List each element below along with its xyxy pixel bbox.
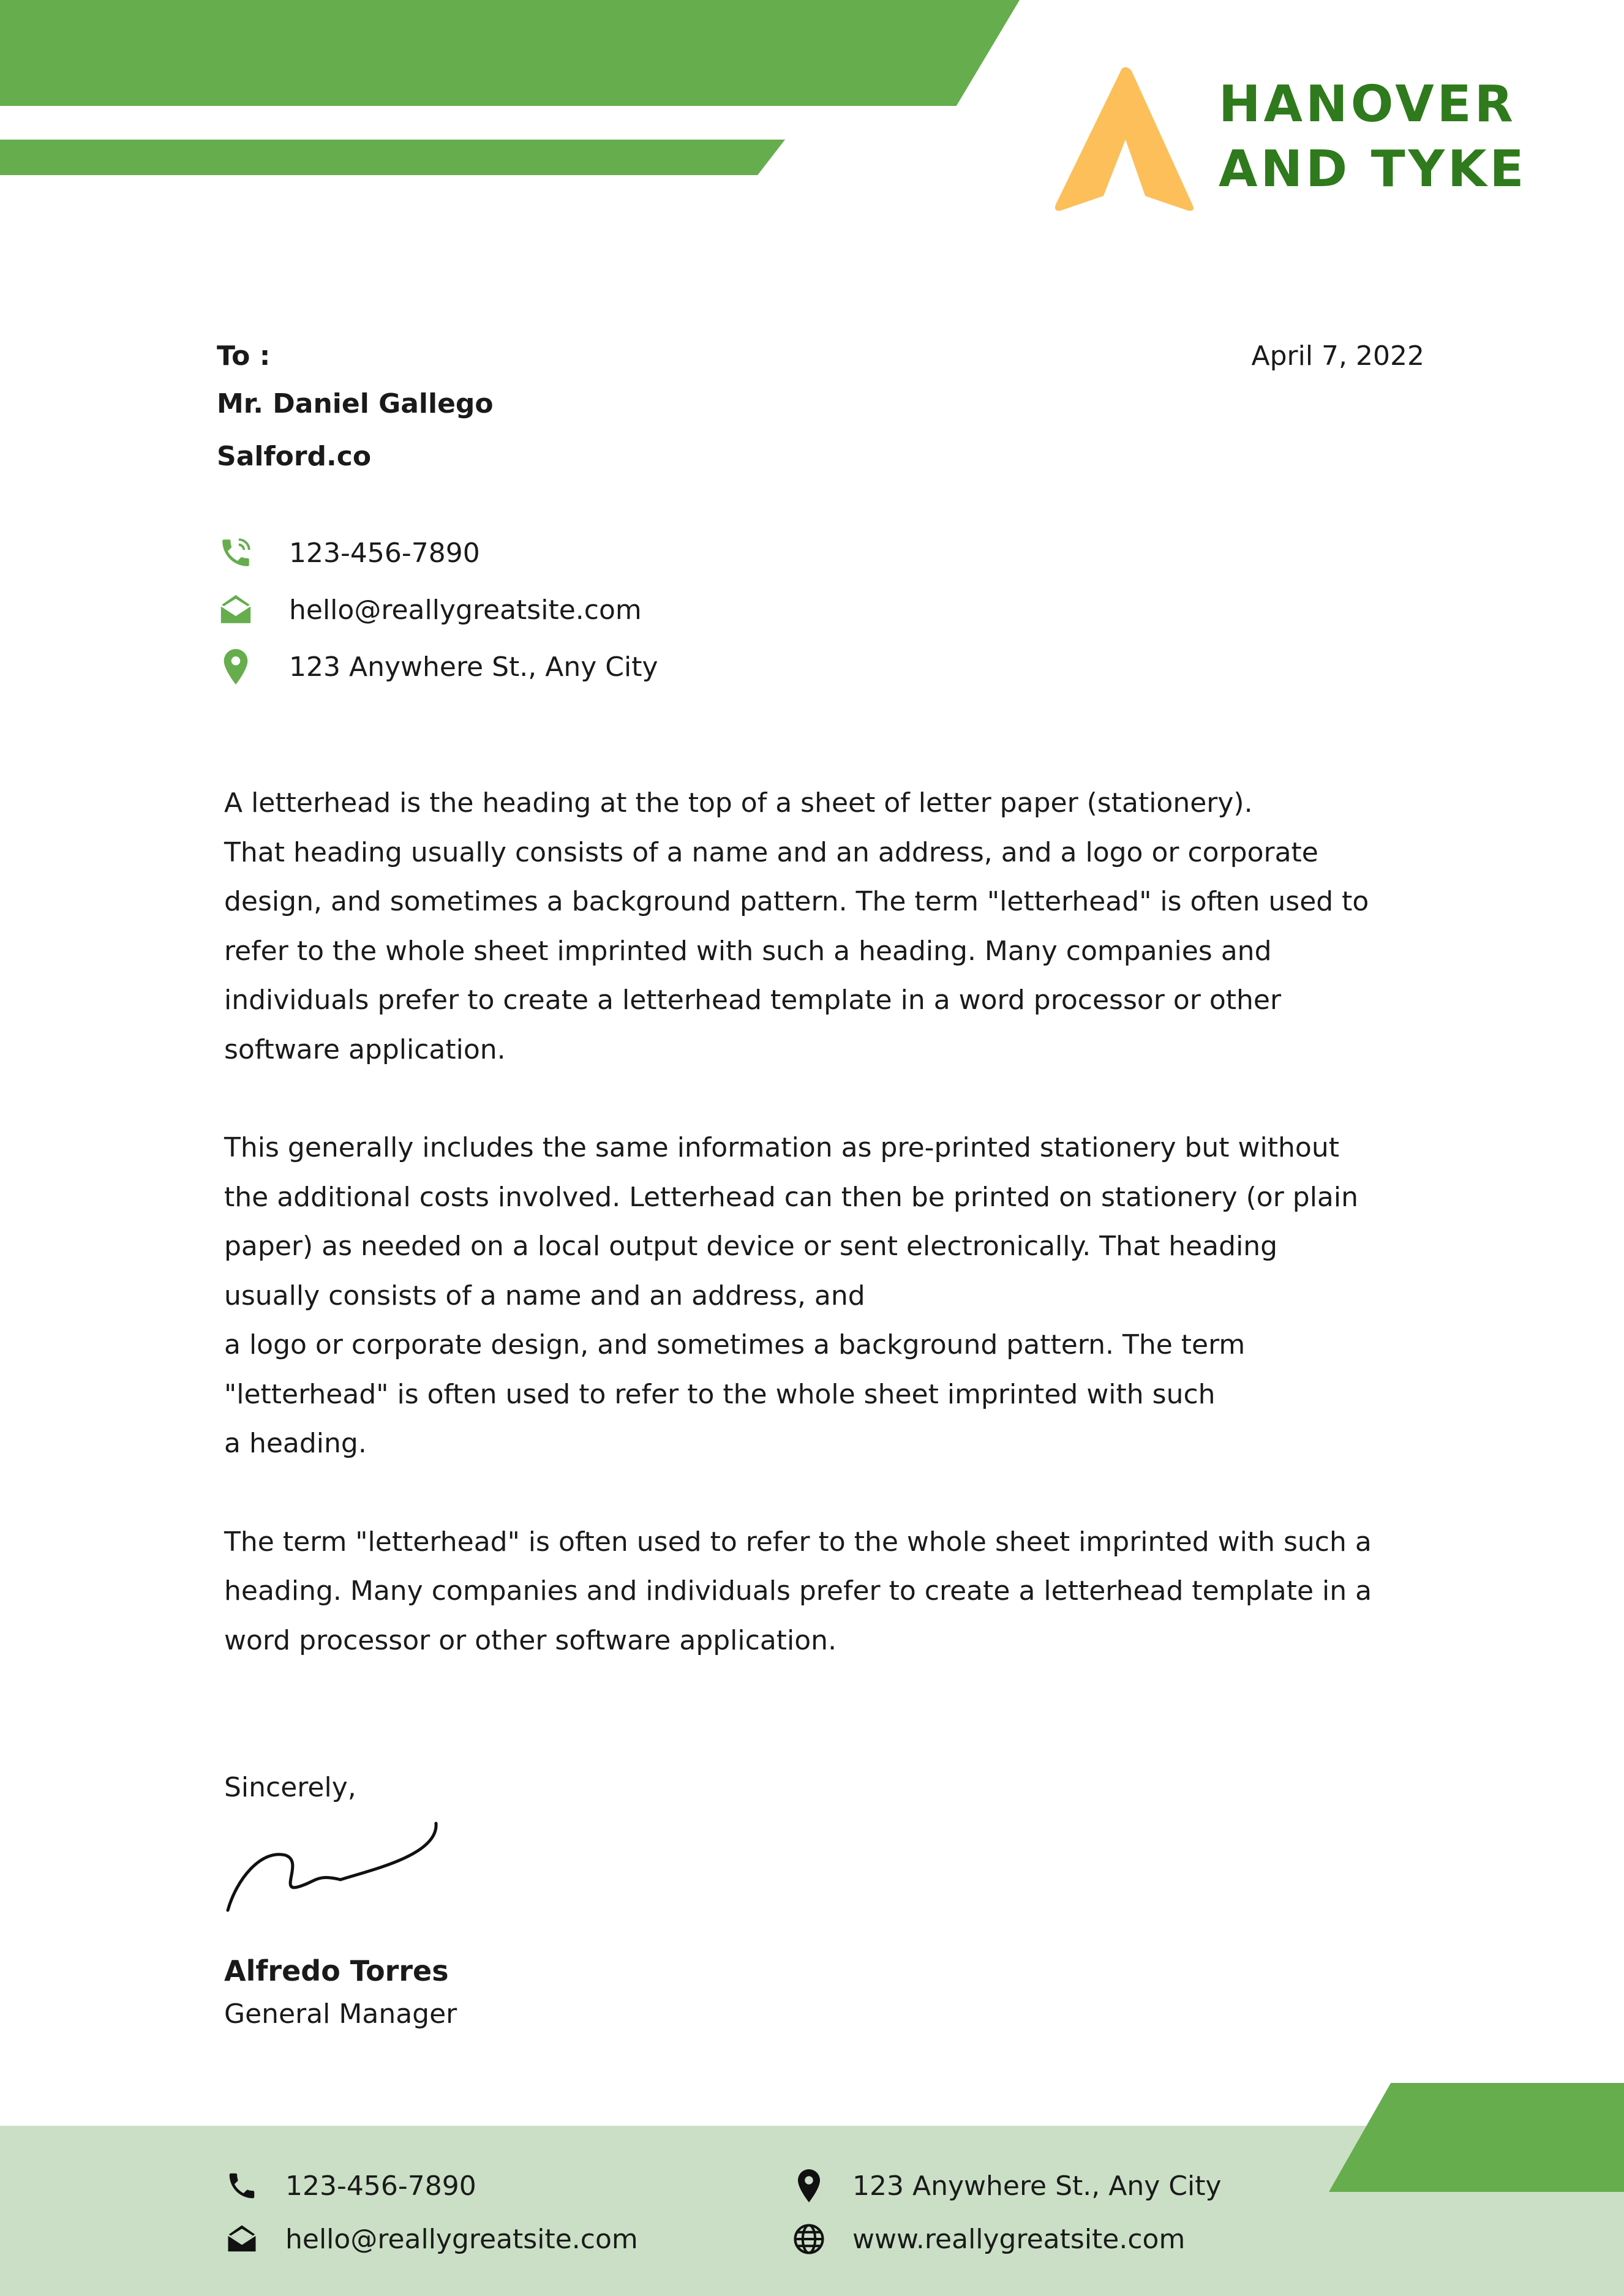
body-line: heading. Many companies and individuals prefer to create a letterhead template in a	[224, 1575, 1372, 1607]
phone-icon	[223, 2167, 261, 2205]
contact-phone	[217, 531, 480, 574]
body-line: individuals prefer to create a letterhead template in a word processor or other	[224, 985, 1282, 1016]
location-pin-icon	[217, 648, 255, 686]
footer-address-text: 123 Anywhere St., Any City	[852, 2170, 1222, 2202]
contact-phone-text: 123-456-7890	[289, 537, 480, 569]
footer-email-text: hello@reallygreatsite.com	[285, 2223, 638, 2255]
body-line: the additional costs involved. Letterhead can then be printed on stationery (or plain	[224, 1181, 1358, 1213]
contact-email-text: hello@reallygreatsite.com	[289, 594, 642, 626]
closing-salutation: Sincerely,	[224, 1772, 356, 1803]
body-line: This generally includes the same information as pre-printed stationery but without	[224, 1132, 1339, 1163]
body-line: The term "letterhead" is often used to refer to the whole sheet imprinted with such a	[224, 1526, 1372, 1558]
footer-website	[790, 2218, 1185, 2260]
envelope-icon	[217, 591, 255, 629]
signature-icon	[224, 1818, 445, 1916]
contact-address	[217, 645, 658, 688]
body-line: That heading usually consists of a name and an address, and a logo or corporate	[224, 836, 1318, 868]
company-name	[1219, 72, 1527, 202]
recipient-name: Mr. Daniel Gallego	[217, 388, 494, 419]
footer-accent	[1329, 2083, 1624, 2192]
footer-email	[223, 2218, 638, 2260]
company-name-line-1: HANOVER	[1219, 75, 1516, 133]
body-paragraph-2	[224, 1124, 1424, 1469]
header-bar-bottom	[0, 140, 785, 175]
location-pin-icon	[790, 2167, 828, 2205]
recipient-company: Salford.co	[217, 441, 372, 472]
body-line: a logo or corporate design, and sometimes a background pattern. The term	[224, 1329, 1246, 1360]
header-bar-top	[0, 0, 1020, 106]
body-paragraph-3	[224, 1518, 1424, 1666]
contact-address-text: 123 Anywhere St., Any City	[289, 651, 658, 683]
body-line: paper) as needed on a local output device or sent electronically. That heading	[224, 1231, 1278, 1262]
body-line: A letterhead is the heading at the top of a sheet of letter paper (stationery).	[224, 787, 1253, 819]
footer-website-text: www.reallygreatsite.com	[852, 2223, 1186, 2255]
body-line: a heading.	[224, 1428, 367, 1459]
body-line: "letterhead" is often used to refer to the whole sheet imprinted with such	[224, 1378, 1216, 1410]
body-paragraph-1	[224, 779, 1424, 1075]
footer-address	[790, 2164, 1222, 2207]
letter-body	[224, 779, 1424, 1714]
body-line: word processor or other software application.	[224, 1624, 837, 1656]
signer-name: Alfredo Torres	[224, 1954, 449, 1987]
company-name-line-2: AND TYKE	[1219, 140, 1527, 198]
footer-phone-text: 123-456-7890	[285, 2170, 476, 2202]
phone-icon	[217, 534, 255, 572]
footer-phone	[223, 2164, 476, 2207]
contact-email	[217, 588, 642, 631]
letter-date: April 7, 2022	[1251, 340, 1424, 372]
envelope-icon	[223, 2220, 261, 2258]
body-line: software application.	[224, 1034, 506, 1065]
body-line: design, and sometimes a background pattern. The term "letterhead" is often used to	[224, 886, 1369, 917]
globe-icon	[790, 2220, 828, 2258]
signer-title: General Manager	[224, 1998, 457, 2030]
logo-mark-icon	[1053, 66, 1194, 213]
body-line: usually consists of a name and an address, and	[224, 1280, 865, 1311]
body-line: refer to the whole sheet imprinted with such a heading. Many companies and	[224, 935, 1272, 967]
to-label: To :	[217, 340, 271, 372]
